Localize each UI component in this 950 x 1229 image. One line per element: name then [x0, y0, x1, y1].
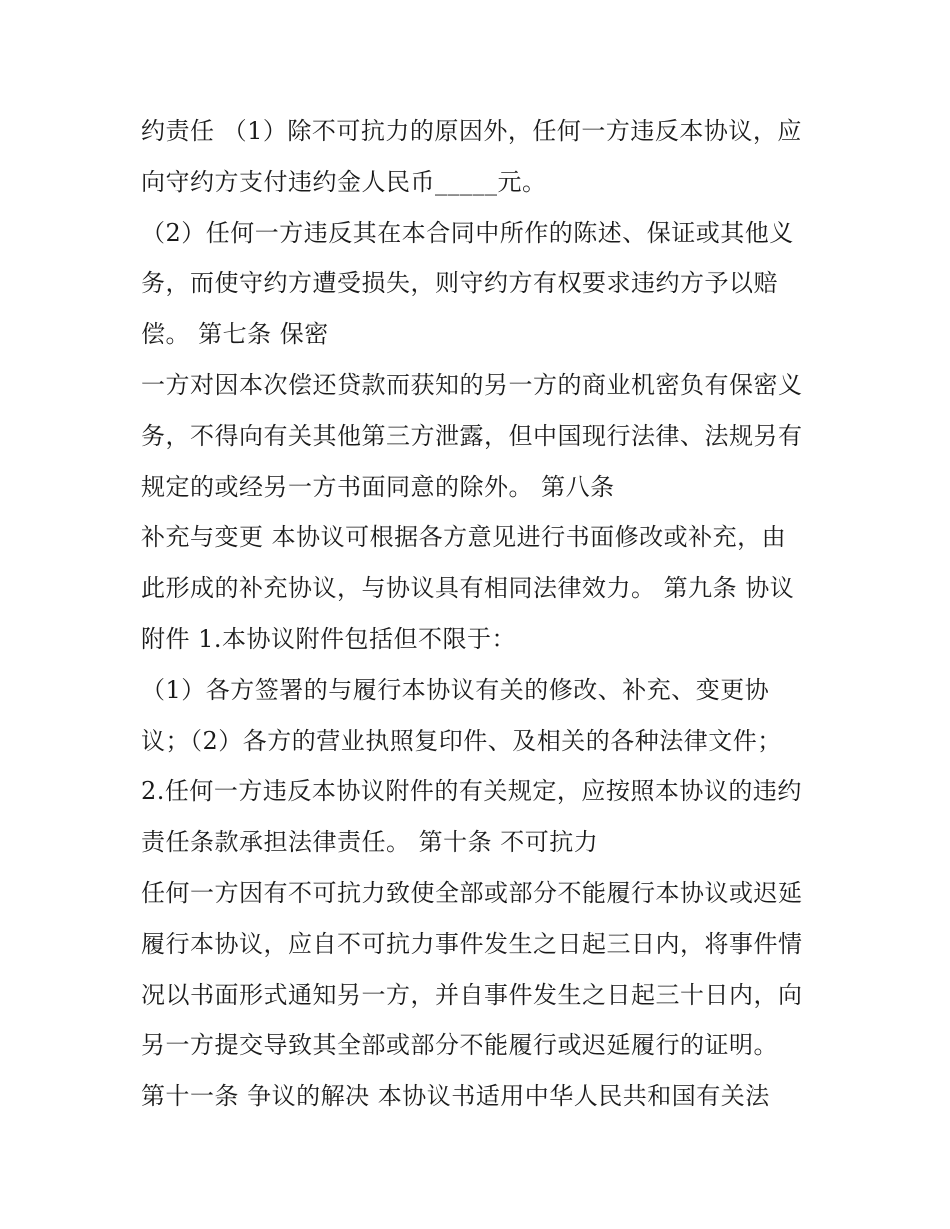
text-line: 议；（2）各方的营业执照复印件、及相关的各种法律文件；: [141, 726, 782, 755]
text-line: 2.任何一方违反本协议附件的有关规定，应按照本协议的违约: [141, 777, 802, 806]
text-line: 履行本协议，应自不可抗力事件发生之日起三日内，将事件情: [141, 929, 803, 958]
text-line: 务，不得向有关其他第三方泄露，但中国现行法律、法规另有: [141, 421, 803, 450]
text-line: 约责任 （1）除不可抗力的原因外，任何一方违反本协议，应: [141, 117, 802, 145]
text-line: 一方对因本次偿还贷款而获知的另一方的商业机密负有保密义: [141, 370, 803, 399]
text-line: 向守约方支付违约金人民币_____元。: [141, 167, 547, 196]
text-line: 责任条款承担法律责任。 第十条 不可抗力: [141, 828, 599, 857]
text-line: （2）任何一方违反其在本合同中所作的陈述、保证或其他义: [141, 218, 794, 247]
text-line: 另一方提交导致其全部或部分不能履行或迟延履行的证明。: [141, 1031, 778, 1060]
text-line: （1）各方签署的与履行本协议有关的修改、补充、变更协: [141, 675, 770, 704]
text-line: 此形成的补充协议，与协议具有相同法律效力。 第九条 协议: [141, 574, 795, 603]
text-line: 附件 1.本协议附件包括但不限于：: [141, 624, 517, 653]
text-line: 偿。 第七条 保密: [141, 320, 329, 349]
text-line: 规定的或经另一方书面同意的除外。 第八条: [141, 472, 615, 501]
text-line: 第十一条 争议的解决 本协议书适用中华人民共和国有关法: [141, 1082, 770, 1111]
text-line: 补充与变更 本协议可根据各方意见进行书面修改或补充，由: [141, 523, 787, 552]
document-body: [141, 106, 821, 1122]
text-line: 任何一方因有不可抗力致使全部或部分不能履行本协议或迟延: [141, 878, 803, 907]
text-line: 务，而使守约方遭受损失，则守约方有权要求违约方予以赔: [141, 269, 778, 298]
text-line: 况以书面形式通知另一方，并自事件发生之日起三十日内，向: [141, 980, 803, 1009]
